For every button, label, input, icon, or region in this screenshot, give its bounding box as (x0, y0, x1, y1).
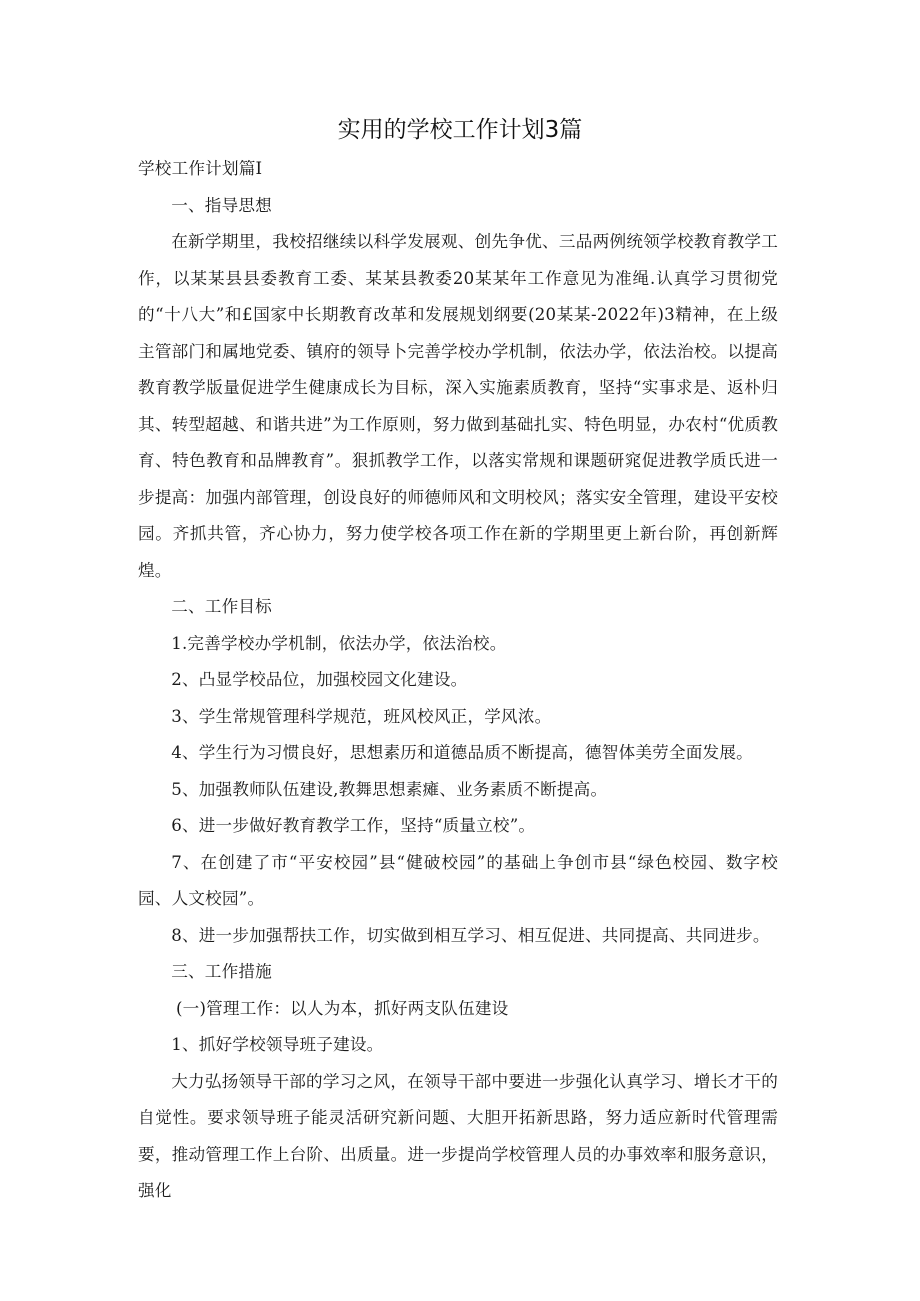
subsection-heading: 二、工作目标 (171, 597, 272, 616)
subsection-heading: 三、工作措施 (171, 962, 272, 981)
list-item: 4、学生行为习惯良好，思想素历和道德品质不断提高，德智体美劳全面发展。 (171, 743, 753, 762)
section-heading: 学校工作计划篇I (138, 159, 263, 178)
list-item: 1.完善学校办学机制，依法办学，依法治校。 (171, 633, 507, 653)
sub-subsection-heading: (一)管理工作：以人为本，抓好两支队伍建设 (176, 998, 509, 1018)
list-item: 1、抓好学校领导班子建设。 (171, 1035, 384, 1054)
list-item: 3、学生常规管理科学规范，班风校风正，学风浓。 (171, 706, 552, 726)
list-item: 8、进一步加强帮扶工作，切实做到相互学习、相互促进、共同提高、共同进步。 (171, 925, 770, 945)
list-item: 7、在创建了市“平安校园”县“健破校园”的基础上争创市县“绿色校园、数字校园、人文校园”。 (138, 852, 778, 908)
document-body (138, 151, 778, 1210)
list-item: 5、加强教师队伍建设,教舞思想素瘫、业务素质不断提高。 (171, 779, 608, 799)
list-item: 2、凸显学校品位，加强校园文化建设。 (171, 670, 468, 689)
document-title: 实用的学校工作计划3篇 (337, 117, 583, 143)
list-item: 6、进一步做好教育教学工作，坚持“质量立校”。 (171, 816, 536, 835)
body-paragraph: 大力弘扬领导干部的学习之风，在领导干部中要进一步强化认真学习、增长才干的自觉性。要求领导班子能灵活研究新问题、大胆开拓新思路，努力适应新时代管理需要，推动管理工作上台阶、出质量。进一步提尚学校管理人员的办事效率和服务意识，强化 (138, 1071, 778, 1200)
subsection-heading: 一、指导思想 (171, 195, 272, 215)
body-paragraph: 在新学期里，我校招继续以科学发展观、创先争优、三品两例统领学校教育教学工作，以某某县县委教育工委、某某县教委20某某年工作意见为准绳.认真学习贯彻党的“十八大”和£国家中长期教育改革和发展规划纲要(20某某-2022年)3精神，在上级主管部门和属地党委、镇府的领导卜完善学校办学机制，依法办学，依法治校。以提高教育教学版量促进学生健康成长为目标，深入实施素质教育，坚持“实事求是、返朴归其、转型超越、和谐共进”为工作原则，努力做到基础扎实、特色明显，办农村“优质教育、特色教育和品牌教育”。狠抓教学工作，以落实常规和课题研窕促进教学质氏进一步提高：加强内部管理，创设良好的师德师风和文明校风；落实安全管理，建设平安校园。齐抓共管，齐心协力，努力使学校各项工作在新的学期里更上新台阶，再创新辉煌。 (138, 232, 778, 580)
